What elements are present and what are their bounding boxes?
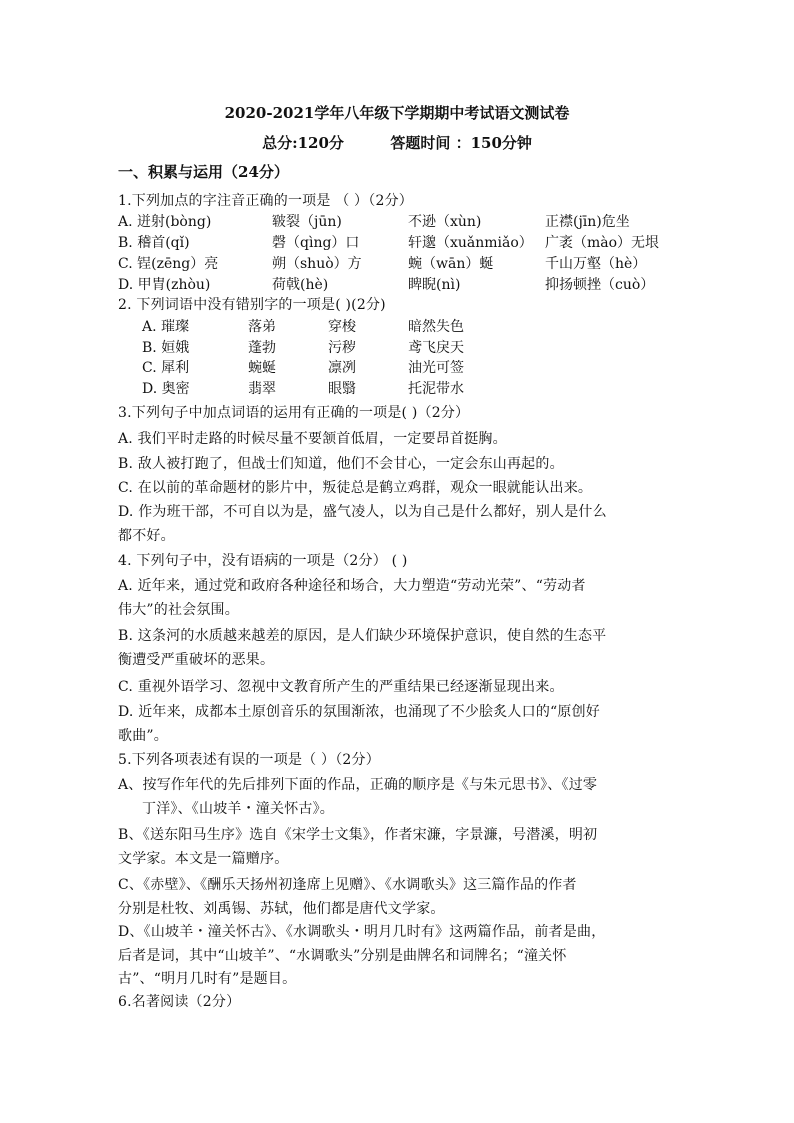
- q1-option-d-4: 抑扬顿挫（cuò）: [545, 277, 655, 293]
- q5-option-a: A、按写作年代的先后排列下面的作品，正确的顺序是《与朱元思书》、《过零: [118, 777, 598, 793]
- q3-option-a: A. 我们平时走路的时候尽量不要颔首低眉，一定要昂首挺胸。: [118, 431, 507, 447]
- question-2-stem: 2. 下列词语中没有错别字的一项是( )(2分): [118, 297, 386, 313]
- q3-option-c: C. 在以前的革命题材的影片中，叛徒总是鹤立鸡群，观众一眼就能认出来。: [118, 480, 593, 496]
- q5-option-c-cont: 分别是杜牧、刘禹锡、苏轼，他们都是唐代文学家。: [118, 901, 445, 917]
- answer-time: 答题时间 ：150分钟: [390, 134, 532, 152]
- q4-option-b: B. 这条河的水质越来越差的原因，是人们缺少环境保护意识，使自然的生态平: [118, 628, 607, 644]
- q3-option-d: D. 作为班干部，不可自以为是，盛气凌人，以为自己是什么都好，别人是什么: [118, 504, 607, 520]
- q5-option-d: D、《山坡羊・潼关怀古》、《水调歌头・明月几时有》这两篇作品，前者是曲，: [118, 924, 606, 940]
- q4-option-d: D. 近年来，成都本土原创音乐的氛围渐浓，也涌现了不少脍炙人口的“原创好: [118, 704, 600, 720]
- question-4-stem: 4. 下列句子中，没有语病的一项是（2分） ( ): [118, 553, 408, 569]
- q2-option-a-1: A. 璀璨: [142, 319, 190, 335]
- question-5-stem: 5.下列各项表述有误的一项是（ ）（2分）: [118, 752, 380, 768]
- q5-option-b-cont: 文学家。本文是一篇赠序。: [118, 851, 289, 867]
- q2-option-b-4: 鸢飞戾天: [408, 340, 464, 356]
- q2-option-c-3: 凛冽: [328, 360, 356, 376]
- q1-option-d-3: 睥睨(nì): [408, 277, 461, 293]
- q3-option-b: B. 敌人被打跑了，但战士们知道，他们不会甘心，一定会东山再起的。: [118, 456, 564, 472]
- q1-option-c-1: C. 锃(zēng）亮: [118, 256, 219, 272]
- q1-option-a-4: 正襟(jīn)危坐: [545, 214, 630, 230]
- q1-option-a-3: 不逊（xùn): [408, 214, 482, 230]
- q5-option-a-cont: 丁洋》、《山坡羊・潼关怀古》。: [142, 801, 334, 817]
- q5-option-d-cont1: 后者是词，其中“山坡羊”、“水调歌头”分别是曲牌名和词牌名；“潼关怀: [118, 948, 567, 964]
- question-6-stem: 6.名著阅读（2分）: [118, 994, 241, 1010]
- q5-option-d-cont2: 古”、“明月几时有”是题目。: [118, 971, 297, 987]
- q4-option-a-cont: 伟大”的社会氛围。: [118, 602, 239, 618]
- q1-option-d-1: D. 甲胄(zhòu): [118, 277, 211, 293]
- q1-option-b-3: 轩邈（xuǎnmiǎo）: [408, 235, 533, 251]
- q2-option-c-4: 油光可签: [408, 360, 464, 376]
- q2-option-c-1: C. 犀利: [142, 360, 190, 376]
- section-heading: 一、积累与运用（24分）: [118, 163, 289, 181]
- q1-option-b-1: B. 稽首(qǐ): [118, 235, 190, 251]
- q2-option-b-3: 污秽: [328, 340, 356, 356]
- q2-option-d-1: D. 奥密: [142, 381, 190, 397]
- exam-meta: [0, 133, 794, 153]
- q1-option-a-1: A. 迸射(bòng): [118, 214, 212, 230]
- q1-option-c-3: 蜿（wān）蜒: [408, 256, 494, 272]
- q4-option-d-cont: 歌曲”。: [118, 728, 168, 744]
- total-score: 总分:120分: [262, 134, 344, 152]
- q2-option-b-1: B. 姮娥: [142, 340, 190, 356]
- q5-option-b: B、《送东阳马生序》选自《宋学士文集》，作者宋濂，字景濂，号潜溪，明初: [118, 827, 598, 843]
- q1-option-c-4: 千山万壑（hè）: [545, 256, 647, 272]
- q2-option-a-4: 暗然失色: [408, 319, 464, 335]
- q1-option-b-4: 广袤（mào）无垠: [545, 235, 660, 251]
- q2-option-d-3: 眼翳: [328, 381, 356, 397]
- q5-option-c: C、《赤壁》、《酬乐天扬州初逢席上见赠》、《水调歌头》这三篇作品的作者: [118, 877, 577, 893]
- q1-option-b-2: 磬（qìng）口: [272, 235, 360, 251]
- q2-option-a-2: 落弟: [248, 319, 276, 335]
- q4-option-a: A. 近年来，通过党和政府各种途径和场合，大力塑造“劳动光荣”、“劳动者: [118, 578, 586, 594]
- question-1-stem: 1.下列加点的字注音正确的一项是 （ ）（2分）: [118, 193, 413, 209]
- q1-option-c-2: 朔（shuò）方: [272, 256, 362, 272]
- q1-option-a-2: 皲裂（jūn): [272, 214, 342, 230]
- q2-option-a-3: 穿梭: [328, 319, 356, 335]
- exam-title: 2020-2021学年八年级下学期期中考试语文测试卷: [224, 104, 570, 122]
- q1-option-d-2: 荷戟(hè): [272, 277, 329, 293]
- q2-option-d-4: 托泥带水: [408, 381, 464, 397]
- q3-option-d-cont: 都不好。: [118, 528, 175, 544]
- q4-option-b-cont: 衡遭受严重破坏的恶果。: [118, 652, 275, 668]
- q2-option-b-2: 蓬勃: [248, 340, 276, 356]
- q2-option-d-2: 翡翠: [248, 381, 276, 397]
- q4-option-c: C. 重视外语学习、忽视中文教育所产生的严重结果已经逐渐显现出来。: [118, 679, 564, 695]
- question-3-stem: 3.下列句子中加点词语的运用有正确的一项是( )（2分）: [118, 405, 470, 421]
- q2-option-c-2: 蜿蜒: [248, 360, 276, 376]
